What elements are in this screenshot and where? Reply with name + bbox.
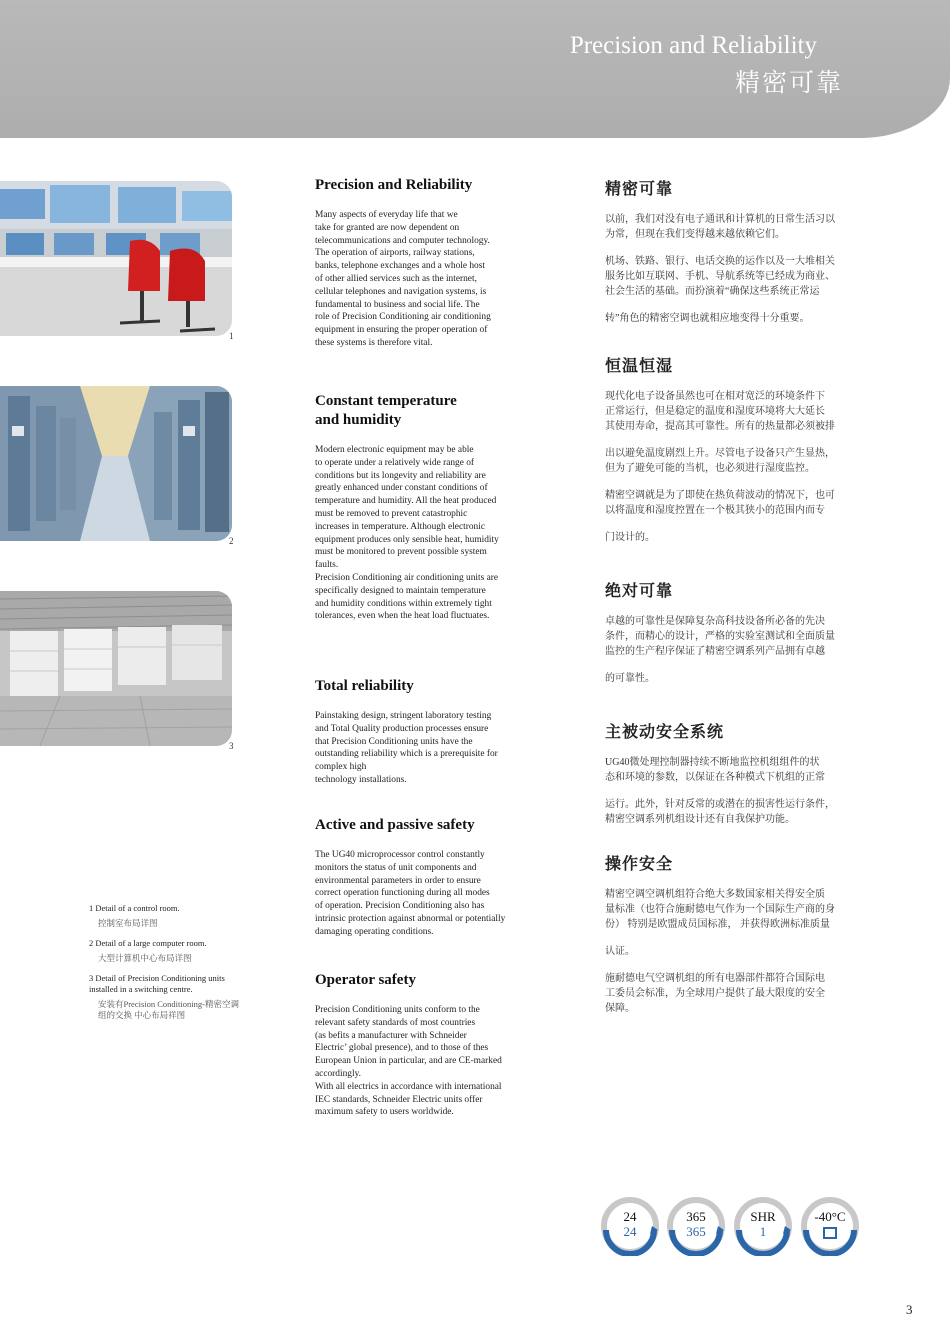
zh-paragraph: 卓越的可靠性是保障复杂高科技设备所必备的先决 条件，而精心的设计，严格的实验室测试和全面质量 监控的生产程序保证了精密空调系列产品拥有卓越 <box>605 616 835 657</box>
caption-en: 3 Detail of Precision Conditioning units installed in a switching centre. <box>89 973 225 994</box>
badge-top-text: SHR <box>750 1209 776 1224</box>
24-hours-cycle-icon <box>600 1196 660 1256</box>
en-section <box>315 971 547 1119</box>
caption-zh: 控制室布局详图 <box>98 918 158 928</box>
en-heading: Total reliability <box>315 678 414 694</box>
badge-bottom-text: 365 <box>686 1224 706 1239</box>
caption-item <box>89 903 254 929</box>
zh-paragraph: 运行。此外，针对反常的或潜在的损害性运行条件， 精密空调系列机组设计还有自我保护功能。 <box>605 799 835 825</box>
en-body: Modern electronic equipment may be able to operate under a relatively wide range of conditions but its longevity and reliability are greatly enhanced under constant conditions of temperature and humidity. All the heat produced must be removed to prevent catastrophic increases in temperature. Although electronic equipment produces only sensible heat, humidity must be monitored to prevent possible system faults. Precision Conditioning air conditioning units are specifically designed to maintain temperature and humidity conditions within extremely tight tolerances, even when the heat load fluctuates. <box>315 445 499 622</box>
zh-paragraph: 精密空调就是为了即使在热负荷波动的情况下，也可 以将温度和湿度控置在一个极其狭小的范围内而专 <box>605 490 835 516</box>
365-days-cycle-icon <box>666 1196 726 1256</box>
badge-top-text: 365 <box>686 1209 706 1224</box>
zh-heading: 操作安全 <box>605 856 674 873</box>
zh-paragraph: 机场、铁路、银行、电话交换的运作以及一大堆相关 服务比如互联网、手机、导航系统等已经成为商业、 社会生活的基础。而扮演着“确保这些系统正常运 <box>605 256 835 297</box>
control-room-photo <box>0 181 232 336</box>
page-number: 3 <box>906 1302 913 1317</box>
zh-paragraph: 现代化电子设备虽然也可在相对宽泛的环境条件下 正常运行，但是稳定的温度和湿度环境将大大延长 其使用寿命，提高其可靠性。所有的热量都必须被排 <box>605 391 835 432</box>
en-heading: Precision and Reliability <box>315 177 473 193</box>
zh-paragraph: UG40微处理控制器持续不断地监控机组组件的状 态和环境的参数，以保证在各种模式下机组的正常 <box>605 757 825 783</box>
zh-paragraph: 以前，我们对没有电子通讯和计算机的日常生活习以 为常，但现在我们变得越来越依赖它们。 <box>605 214 835 240</box>
zh-heading: 恒温恒湿 <box>605 358 674 375</box>
en-heading: Active and passive safety <box>315 817 475 833</box>
en-section <box>315 392 547 623</box>
en-body: Precision Conditioning units conform to the relevant safety standards of most countries (as befits a manufacturer with Schneider Electric’ global presence), and to those of thes European Union in particular, and are CE-marked accordingly. With all electrics in accordance with international IEC standards, Schneider Electric units offer maximum safety to users worldwide. <box>315 1005 502 1118</box>
en-section <box>315 816 547 939</box>
badge-top-text: -40°C <box>814 1209 846 1224</box>
zh-section <box>605 357 870 557</box>
en-body: Many aspects of everyday life that we take for granted are now dependent on telecommunications and computer technology. The operation of airports, railway stations, banks, telephone exchanges and a whole host of other allied services such as the internet, cellular telephones and navigation systems, is fundamental to business and social life. The role of Precision Conditioning air conditioning equipment in ensuring the proper operation of these systems is therefore vital. <box>315 210 491 348</box>
badge-bottom-text: 24 <box>623 1224 637 1239</box>
header-title-zh: 精密可靠 <box>734 70 843 97</box>
zh-paragraph: 门设计的。 <box>605 532 655 543</box>
photo-captions <box>89 903 254 1030</box>
computer-room-photo <box>0 386 232 541</box>
switching-centre-photo <box>0 591 232 746</box>
photo-number: 2 <box>229 536 234 546</box>
photo-number: 1 <box>229 331 234 341</box>
zh-paragraph: 出以避免温度剧烈上升。尽管电子设备只产生显热， 但为了避免可能的当机，也必须进行湿度监控。 <box>605 448 835 474</box>
zh-paragraph: 转”角色的精密空调也就相应地变得十分重要。 <box>605 313 810 324</box>
feature-badges <box>600 1196 860 1258</box>
zh-paragraph: 精密空调空调机组符合绝大多数国家相关得安全质 量标准（也符合施耐德电气作为一个国际生产商的身 份） 特别是欧盟成员国标准， 并获得欧洲标准质量 <box>605 889 835 930</box>
zh-paragraph: 认证。 <box>605 946 635 957</box>
zh-section <box>605 180 870 338</box>
en-heading: Constant temperature and humidity <box>315 393 457 428</box>
en-section <box>315 677 547 787</box>
zh-section <box>605 723 870 839</box>
header-band <box>0 0 950 138</box>
header-title-en: Precision and Reliability <box>569 32 817 59</box>
caption-en: 2 Detail of a large computer room. <box>89 938 207 948</box>
shr-cycle-icon <box>733 1196 793 1256</box>
en-section <box>315 176 547 350</box>
zh-section <box>605 582 870 698</box>
zh-paragraph: 施耐德电气空调机组的所有电器部件都符合国际电 工委员会标准，为全球用户提供了最大限度的安全 保障。 <box>605 973 825 1014</box>
zh-heading: 绝对可靠 <box>605 583 674 600</box>
caption-item <box>89 938 254 964</box>
zh-section <box>605 855 870 1028</box>
caption-zh: 大型计算机中心布局详图 <box>98 953 192 963</box>
badge-top-text: 24 <box>623 1209 637 1224</box>
en-body: Painstaking design, stringent laboratory testing and Total Quality production processes ensure that Precision Conditioning units have the outstanding reliability which is a prerequisite for complex high technology installations. <box>315 711 498 785</box>
zh-paragraph: 的可靠性。 <box>605 673 655 684</box>
caption-zh: 安装有Precision Conditioning-精密空调 组的交换 中心布局祥图 <box>98 999 239 1020</box>
low-temperature-icon <box>800 1196 860 1256</box>
en-body: The UG40 microprocessor control constantly monitors the status of unit components and environmental parameters in order to ensure correct operation functioning during all modes of operation. Precision Conditioning also has intrinsic protection against abnormal or potentially damaging operating conditions. <box>315 850 506 937</box>
caption-en: 1 Detail of a control room. <box>89 903 180 913</box>
en-heading: Operator safety <box>315 972 416 988</box>
zh-heading: 主被动安全系统 <box>605 724 725 741</box>
caption-item <box>89 973 254 1021</box>
badge-bottom-text: 1 <box>759 1224 767 1239</box>
zh-heading: 精密可靠 <box>605 181 674 198</box>
photo-number: 3 <box>229 741 234 751</box>
